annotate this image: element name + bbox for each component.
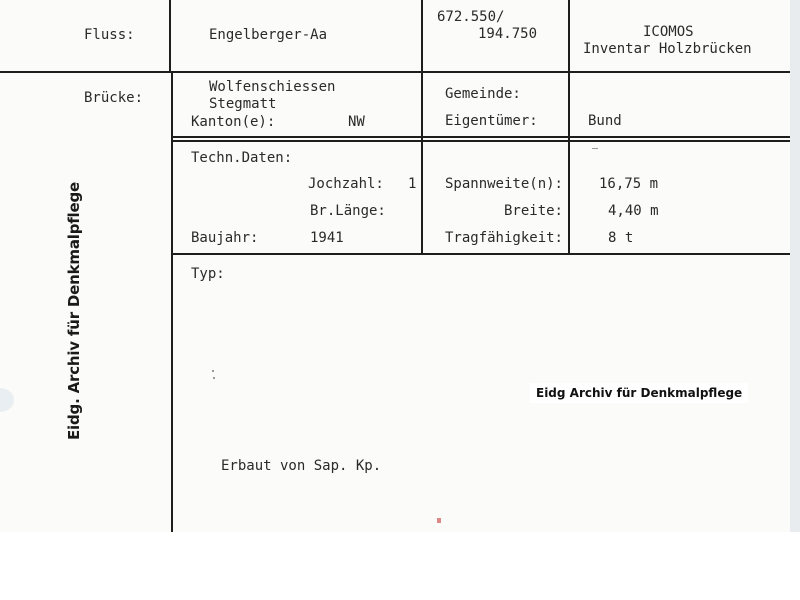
- breite-value: 4,40 m: [608, 203, 659, 219]
- red-mark: [437, 518, 441, 523]
- typ-label: Typ:: [191, 266, 225, 282]
- jochzahl-value: 1: [408, 176, 417, 192]
- scan-speck: [212, 370, 214, 372]
- divider-row2b: [171, 140, 790, 142]
- baujahr-value: 1941: [310, 230, 344, 246]
- fluss-value: Engelberger-Aa: [209, 27, 328, 43]
- divider-left: [169, 0, 171, 72]
- org-line2: Inventar Holzbrücken: [583, 41, 752, 57]
- scan-speck: [592, 148, 598, 149]
- archive-stamp: Eidg. Archiv für Denkmalpflege: [65, 182, 83, 440]
- techn-daten-label: Techn.Daten:: [191, 150, 293, 166]
- tragfaehigkeit-label: Tragfähigkeit:: [444, 230, 563, 246]
- org-line1: ICOMOS: [643, 24, 694, 40]
- divider-mid: [421, 0, 423, 254]
- divider-right: [568, 0, 570, 254]
- jochzahl-label: Jochzahl:: [308, 176, 384, 192]
- bruecke-label: Brücke:: [84, 90, 144, 106]
- coordinates-line2: 194.750: [478, 26, 538, 42]
- gemeinde-label: Gemeinde:: [445, 86, 521, 102]
- kanton-value: NW: [348, 114, 365, 130]
- divider-row1: [0, 71, 790, 73]
- watermark-label: Eidg Archiv für Denkmalpflege: [530, 383, 748, 403]
- kanton-label: Kanton(e):: [191, 114, 276, 130]
- scan-speck: [213, 377, 215, 379]
- eigentuemer-label: Eigentümer:: [445, 113, 538, 129]
- scan-edge: [790, 0, 800, 532]
- baujahr-label: Baujahr:: [191, 230, 259, 246]
- coordinates-line1: 672.550/: [437, 9, 505, 25]
- breite-label: Breite:: [503, 203, 563, 219]
- divider-row2a: [171, 136, 790, 138]
- fluss-label: Fluss:: [84, 27, 135, 43]
- divider-row3: [171, 253, 790, 255]
- spannweite-value: 16,75 m: [599, 176, 659, 192]
- spannweite-label: Spannweite(n):: [444, 176, 563, 192]
- construction-note: Erbaut von Sap. Kp.: [221, 458, 382, 474]
- eigentuemer-value: Bund: [588, 113, 622, 129]
- brlaenge-label: Br.Länge:: [310, 203, 386, 219]
- bruecke-line2: Stegmatt: [209, 96, 277, 112]
- tragfaehigkeit-value: 8 t: [608, 230, 634, 246]
- bruecke-line1: Wolfenschiessen: [209, 79, 336, 95]
